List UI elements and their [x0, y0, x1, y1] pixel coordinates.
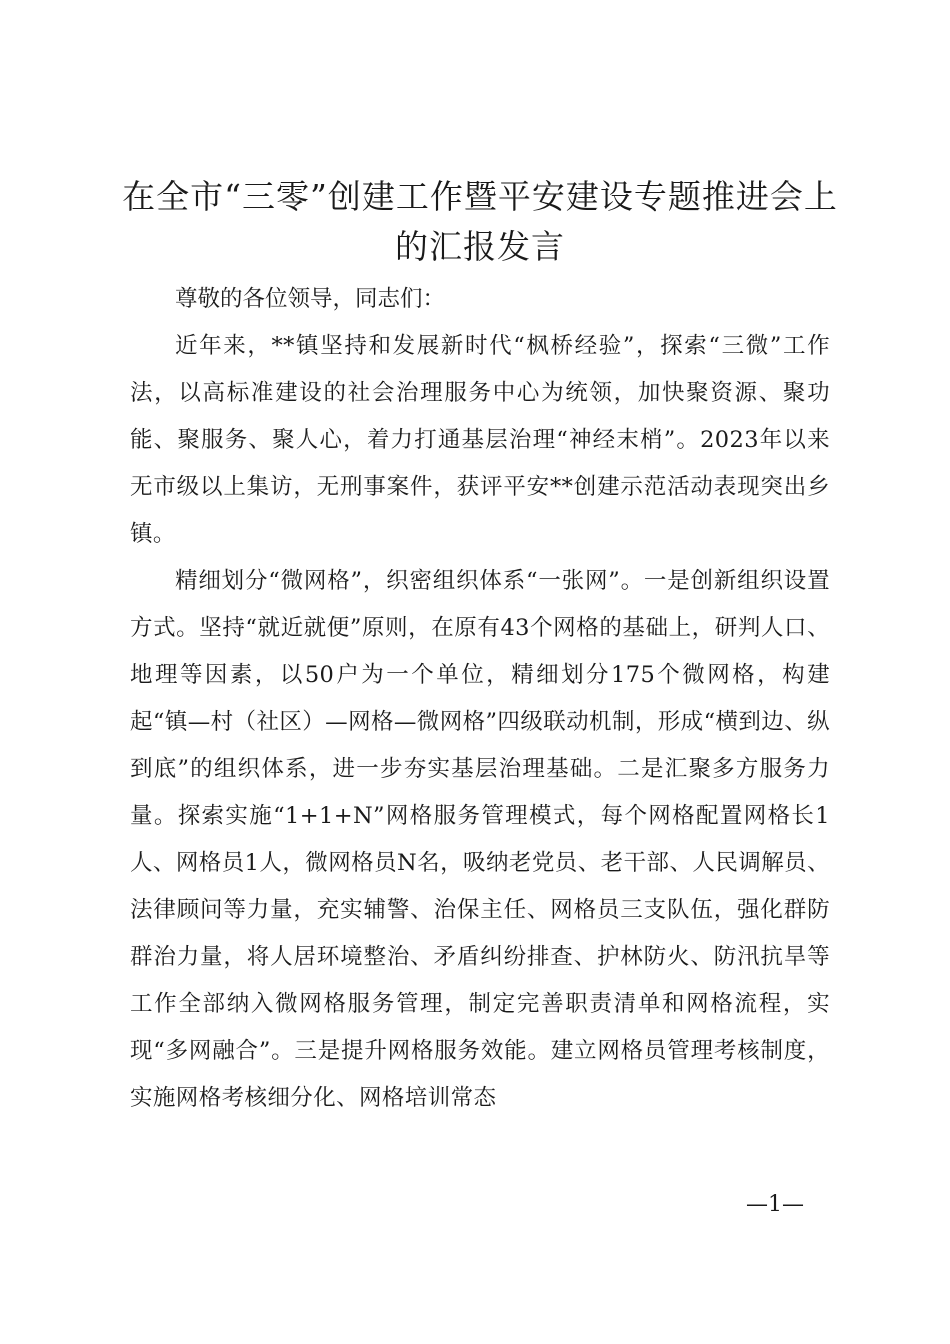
paragraph-intro: 近年来，**镇坚持和发展新时代“枫桥经验”，探索“三微”工作法，以高标准建设的社会治理服务中心为统领，加快聚资源、聚功能、聚服务、聚人心，着力打通基层治理“神经末梢”。2023年以来无市级以上集访，无刑事案件，获评平安**创建示范活动表现突出乡镇。	[130, 333, 830, 547]
page-number: —1—	[746, 1192, 804, 1217]
document-title: 在全市“三零”创建工作暨平安建设专题推进会上的汇报发言	[122, 177, 838, 266]
document-body	[130, 276, 830, 1122]
greeting: 尊敬的各位领导，同志们：	[175, 286, 446, 312]
paragraph-micro-grid: 精细划分“微网格”，织密组织体系“一张网”。一是创新组织设置方式。坚持“就近就便”原则，在原有43个网格的基础上，研判人口、地理等因素，以50户为一个单位，精细划分175个微网格，构建起“镇—村（社区）—网格—微网格”四级联动机制，形成“横到边、纵到底”的组织体系，进一步夯实基层治理基础。二是汇聚多方服务力量。探索实施“1+1+N”网格服务管理模式，每个网格配置网格长1人、网格员1人，微网格员N名，吸纳老党员、老干部、人民调解员、法律顾问等力量，充实辅警、治保主任、网格员三支队伍，强化群防群治力量，将人居环境整治、矛盾纠纷排查、护林防火、防汛抗旱等工作全部纳入微网格服务管理，制定完善职责清单和网格流程，实现“多网融合”。三是提升网格服务效能。建立网格员管理考核制度，实施网格考核细分化、网格培训常态	[130, 568, 830, 1111]
